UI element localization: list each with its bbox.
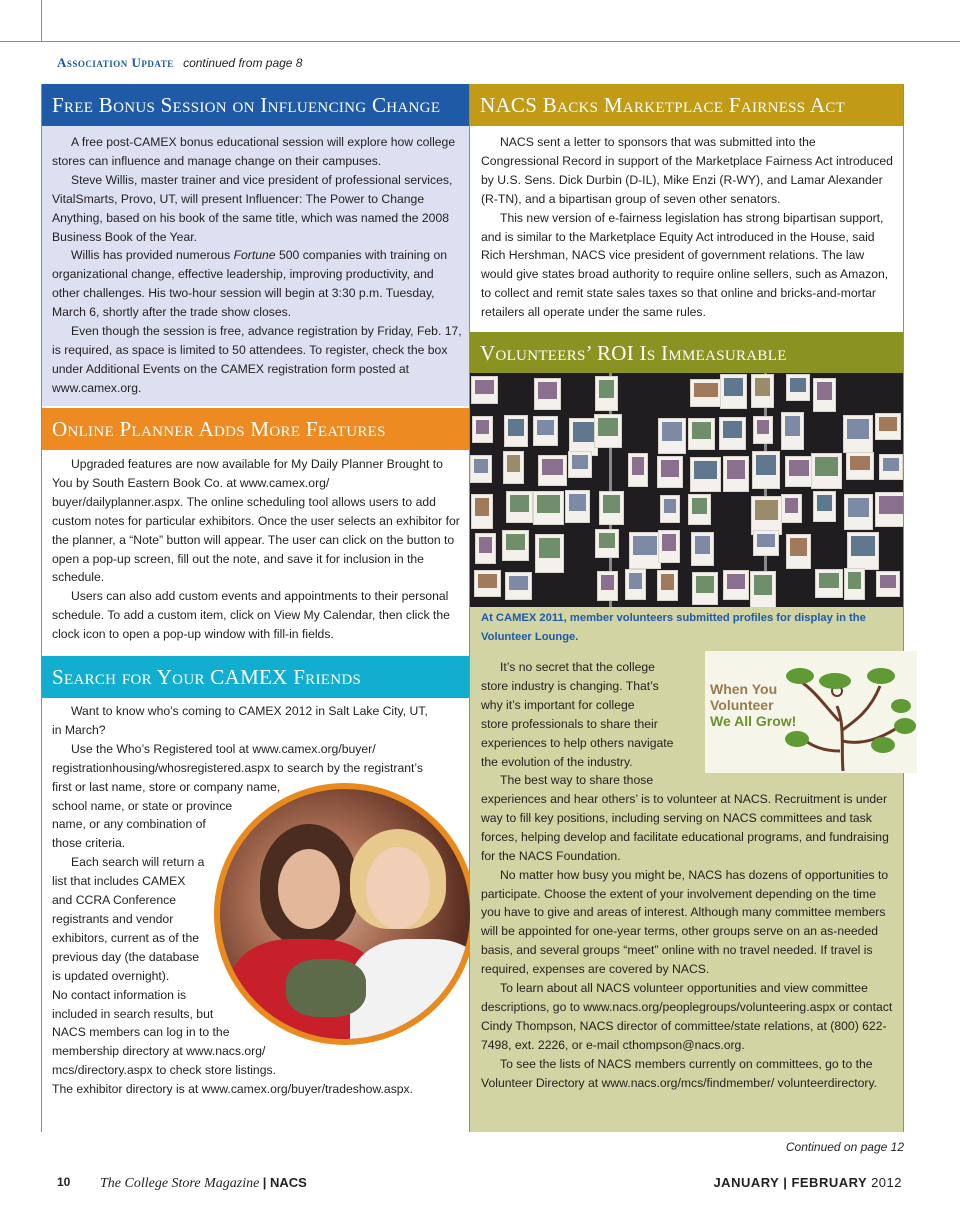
volunteers-paragraph: To see the lists of NACS members currently on committees, go to the Volunteer Directory at www.nacs.org/mcs/findmember/ volunteerdirectory. [481,1056,878,1090]
profile-card [720,374,747,409]
profile-photo [692,498,707,514]
profile-photo [847,419,869,439]
profile-photo [883,458,899,471]
profile-photo [790,538,807,556]
profile-photo [474,459,488,473]
volunteers-body [481,790,896,1093]
search-line: Want to know who’s coming to CAMEX 2012 in Salt Lake City, UT, [71,704,428,718]
profile-photo [510,495,529,512]
profile-photo [537,420,554,435]
profile-card [594,414,622,448]
section-kicker: Association Update [57,55,174,70]
profile-card [538,455,567,486]
issue-months: JANUARY | FEBRUARY [713,1175,867,1190]
search-line: mcs/directory.aspx to check store listings. [52,1063,276,1078]
profile-photo [817,495,832,511]
search-line: list that includes CAMEX [52,874,186,889]
volunteer-board-photo [470,373,903,607]
search-line: The exhibitor directory is at www.camex.org/buyer/tradeshow.aspx. [52,1082,414,1097]
profile-card [723,456,749,492]
volunteers-line: why it’s important for college [481,697,635,712]
profile-photo [879,496,903,514]
profile-photo [573,422,594,442]
volunteer-tree-graphic [705,651,917,773]
profile-photo [478,574,497,588]
profile-card [753,530,779,556]
profile-photo [757,534,775,547]
volunteers-intro [481,658,701,790]
profile-photo [661,574,674,590]
search-line: membership directory at www.nacs.org/ [52,1044,266,1059]
bonus-paragraph [52,246,464,322]
profile-card [506,491,533,523]
search-line: No contact information is [52,987,187,1002]
running-head [57,55,302,71]
bonus-text: 500 companies with training on organizational change, effective leadership, improving productivity, and other challenges. His two-hour session will begin at 3:30 p.m. Tuesday, March 6, shortly after the trade show closes. [52,248,447,320]
profile-card [690,457,721,492]
volunteers-line: The best way to share those [500,773,654,788]
profile-card [876,571,900,597]
search-line: Each search will return a [71,855,205,870]
profile-card [875,492,903,527]
photo-detail [350,939,476,1045]
search-line: previous day (the database [52,949,200,964]
search-line: NACS members can log in to the [52,1025,230,1040]
photo-caption: At CAMEX 2011, member volunteers submitted profiles for display in the Volunteer Lounge. [481,612,866,643]
profile-card [595,529,619,558]
profile-card [875,413,901,440]
profile-card [533,491,564,525]
profile-card [629,532,661,569]
search-line: exhibitors, current as of the [52,930,199,945]
volunteers-paragraph: To learn about all NACS volunteer opportunities and view committee descriptions, go to www.nacs.org/peoplegroups/volunteering.aspx or contact Cindy Thompson, NACS director of committee/state relations, at (800) 622-7498, ext. 2226, or e-mail cthompson@nacs.org. [481,981,893,1052]
profile-photo [851,536,875,556]
profile-card [657,570,678,601]
profile-card [688,418,715,450]
planner-paragraph: Upgraded features are now available for My Daily Planner Brought to You by South Eastern Book Co. at www.camex.org/ buyer/dailyplanner.aspx. The online scheduling tool allows users to add custom notes for particular exhibitors. Once the user selects an exhibitor for the planner, a “Note” button will appear. The user can click on the button to open a pop-up screen, fill out the note, and save it for inclusion in the schedule. [52,457,460,585]
volunteers-line: It’s no secret that the college [500,660,655,674]
profile-card [595,376,618,411]
profile-photo [790,378,806,392]
profile-card [719,417,746,450]
profile-card [846,452,874,480]
volunteers-line: store professionals to share their [481,716,658,731]
profile-photo [542,459,563,475]
profile-photo [509,576,528,590]
profile-card [879,454,903,480]
volunteers-line: experiences to help others navigate [481,735,674,750]
footer-separator: | [262,1175,267,1190]
profile-photo [476,420,489,434]
profile-photo [785,498,798,513]
bonus-text: Willis has provided numerous [71,248,234,263]
profile-card [750,571,776,607]
issue-date [713,1175,902,1190]
search-line: registrants and vendor [52,911,174,926]
bonus-heading: Free Bonus Session on Influencing Change [42,84,469,126]
photo-detail [278,849,340,929]
profile-card [847,532,879,570]
profile-photo [662,422,682,441]
profile-photo [789,460,809,476]
profile-card [811,453,842,489]
profile-card [474,570,501,597]
volunteers-paragraph: experiences and hear others’ is to volunteer at NACS. Recruitment is under way to fill key positions, including serving on NACS committees and task forces, helping develop and facilitate educational programs, and fundraising for the NACS Foundation. [481,792,889,863]
search-line: in March? [52,722,106,737]
page-number: 10 [57,1175,71,1189]
profile-card [723,570,749,600]
profile-card [813,491,836,522]
profile-card [660,495,680,523]
profile-card [475,533,496,564]
tree-title [710,681,796,729]
issue-year: 2012 [871,1175,902,1190]
profile-photo [756,455,776,475]
profile-card [472,416,493,443]
profile-photo [662,534,676,551]
profile-photo [475,498,489,516]
search-line: name, or any combination of [52,817,206,832]
tree-title-line: Volunteer [710,697,774,713]
photo-detail [286,959,366,1017]
fairness-heading: NACS Backs Marketplace Fairness Act [470,84,903,126]
profile-card [658,418,686,454]
profile-photo [850,456,870,470]
profile-card [502,530,529,561]
profile-photo [848,572,861,589]
bonus-paragraph: Even though the session is free, advance registration by Friday, Feb. 17, is required, as space is limited to 50 attendees. To register, check the box under Additional Events on the CAMEX registration form posted at www.camex.org. [52,324,462,395]
profile-card [534,378,561,410]
photo-detail [366,847,430,929]
profile-card [535,534,564,573]
profile-card [786,534,811,569]
profile-photo [723,421,742,438]
fortune-title: Fortune [233,248,276,263]
search-line: school name, or state or province [52,798,233,813]
profile-photo [694,383,718,397]
magazine-name: The College Store Magazine [100,1176,260,1191]
search-line: and CCRA Conference [52,893,176,908]
profile-photo [848,498,869,517]
profile-card [753,416,773,444]
profile-photo [785,416,800,436]
profile-photo [817,382,832,400]
profile-photo [572,455,588,469]
continued-on: Continued on page 12 [785,1140,904,1154]
profile-photo [661,460,679,477]
magazine-title [100,1175,307,1192]
profile-card [752,451,780,489]
profile-photo [508,419,524,436]
profile-card [843,415,873,453]
right-column-rule [903,84,904,1132]
planner-heading: Online Planner Adds More Features [42,408,469,450]
profile-photo [599,533,615,548]
profile-photo [880,575,896,588]
search-line: included in search results, but [52,1006,214,1021]
profile-photo [695,536,710,554]
profile-photo [479,537,492,553]
profile-card [504,415,528,447]
volunteers-line: store industry is changing. That’s [481,678,659,693]
profile-card [785,456,813,487]
profile-photo [475,380,494,394]
profile-photo [724,378,743,396]
profile-card [781,494,802,523]
profile-photo [538,382,557,399]
profile-card [597,571,618,601]
fairness-paragraph: NACS sent a letter to sponsors that was submitted into the Congressional Record in support of the Marketplace Fairness Act introduced by U.S. Sens. Dick Durbin (D-IL), Mike Enzi (R-WY), and Lamar Alexander (R-TN), and a bipartisan group of seven other senators. [481,135,893,206]
profile-photo [727,460,745,479]
profile-photo [506,534,525,550]
profile-card [470,455,492,483]
bonus-paragraph: Steve Willis, master trainer and vice president of professional services, VitalSmarts, Provo, UT, will present Influencer: The Power to Change Anything, based on his book of the same title, which was named the 2008 Business Book of the Year. [52,172,453,244]
profile-card [471,494,493,529]
profile-photo [539,538,560,558]
profile-photo [632,457,644,475]
profile-photo [819,573,839,588]
profile-photo [727,574,745,589]
profile-photo [879,417,897,431]
profile-card [690,379,722,407]
continued-from: continued from page 8 [183,56,303,70]
profile-photo [754,575,772,595]
fairness-paragraph: This new version of e-fairness legislation has strong bipartisan support, and is similar to the Marketplace Equity Act introduced in the House, said Rich Hershman, NACS vice president of government relations. The law would give states broad authority to require online sellers, such as Amazon, to collect and remit state sales taxes so that online and bricks-and-mortar retailers all operate under the same rules. [481,210,889,320]
profile-photo [757,420,769,434]
profile-photo [629,573,642,589]
profile-card [565,490,590,523]
profile-photo [696,576,714,593]
profile-photo [815,457,838,476]
profile-card [781,412,804,450]
tree-title-line: We All Grow! [710,713,797,729]
planner-body [52,455,464,644]
profile-photo [603,495,620,513]
profile-photo [569,494,586,511]
profile-photo [694,461,717,479]
top-rule [0,41,960,42]
search-line: Use the Who’s Registered tool at www.camex.org/buyer/ [71,741,376,756]
search-heading: Search for Your CAMEX Friends [42,656,469,698]
search-line: is updated overnight). [52,968,170,983]
profile-photo [537,495,560,513]
profile-card [658,530,680,563]
search-line: those criteria. [52,836,126,851]
volunteers-line: the evolution of the industry. [481,754,633,769]
volunteers-heading: Volunteers’ ROI Is Immeasurable [470,332,903,374]
planner-paragraph: Users can also add custom events and appointments to their personal schedule. To add a custom item, click on View My Calendar, then click the clock icon to open a pop-up window with fill-in fields. [52,589,450,642]
profile-card [844,494,873,530]
search-line: registrationhousing/whosregistered.aspx to search by the registrant’s [52,760,424,775]
fairness-body [481,133,896,322]
profile-card [751,374,774,408]
top-corner-rule [41,0,42,41]
volunteers-paragraph: No matter how busy you might be, NACS has dozens of opportunities to participate. Choose the extent of your involvement depending on the time you have to give and areas of interest. Although many committee members will be appointed for one-year terms, other groups serve on an as-needed basis, and several groups “meet” online with no travel needed. If travel is required, expenses are covered by NACS. [481,867,889,977]
profile-card [813,378,836,412]
profile-photo [507,455,520,472]
profile-card [471,376,498,404]
profile-photo [692,422,711,439]
profile-card [533,416,558,446]
profile-photo [755,378,770,396]
profile-card [688,494,711,525]
profile-card [844,568,865,600]
profile-photo [598,418,618,436]
bonus-body [52,133,464,398]
profile-card [568,451,592,478]
profile-card [625,569,646,600]
profile-photo [599,380,614,398]
profile-card [815,569,843,598]
profile-photo [601,575,614,590]
profile-card [503,451,524,484]
profile-photo [664,499,676,513]
profile-card [692,572,718,605]
org-name: NACS [269,1175,307,1190]
tree-title-line: When You [710,681,778,697]
profile-card [657,456,683,488]
profile-card [599,491,624,525]
bonus-paragraph: A free post-CAMEX bonus educational session will explore how college stores can influence and manage change on their campuses. [52,135,456,168]
profile-photo [755,500,778,520]
profile-card [505,572,532,600]
profile-card [786,374,810,401]
attendees-photo [214,783,476,1045]
profile-card [628,453,648,487]
search-line: first or last name, store or company name, [52,779,281,794]
profile-photo [633,536,657,555]
profile-card [691,532,714,566]
